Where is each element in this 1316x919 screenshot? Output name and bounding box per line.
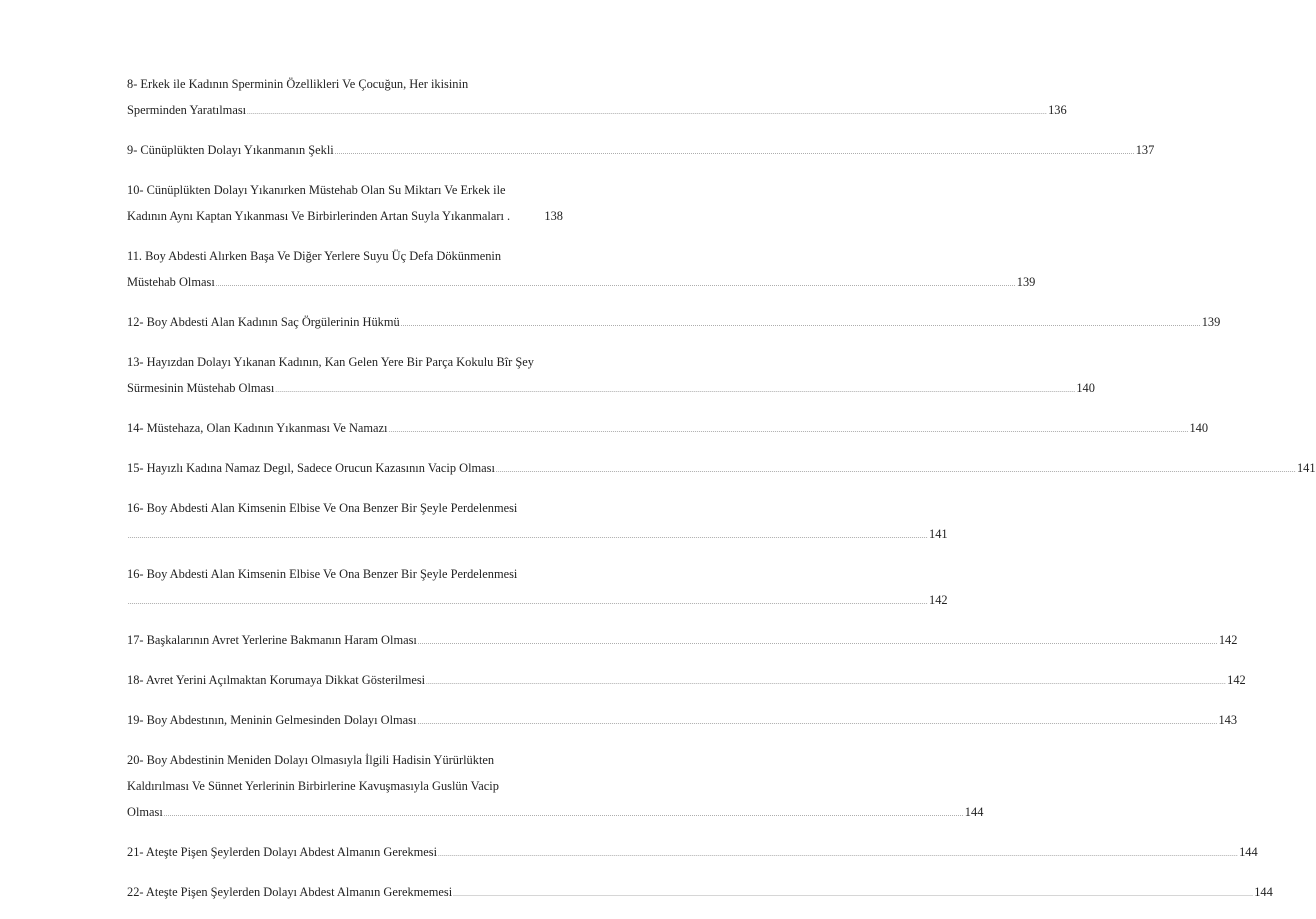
toc-entry-title-line: 8- Erkek ile Kadının Sperminin Özellikleri Ve Çocuğun, Her ikisinin <box>127 77 469 91</box>
toc-entry[interactable] <box>127 243 1036 295</box>
toc-entry[interactable] <box>127 177 563 229</box>
dot-leader: ................................................................................................................................................................................................................................................................................................................................................................................................................ <box>438 852 1239 858</box>
toc-entry-final-line <box>127 137 1155 163</box>
toc-entry-final-line <box>127 627 1238 653</box>
page-number: 136 <box>1048 103 1067 117</box>
dot-leader: ................................................................................................................................................................................................................................................................................................................................................................................................................ <box>275 388 1076 394</box>
toc-entry-final-line <box>127 799 984 825</box>
toc-entry[interactable] <box>127 349 1095 401</box>
dot-leader: ................................................................................................................................................................................................................................................................................................................................................................................................................ <box>128 534 928 540</box>
dot-leader: ................................................................................................................................................................................................................................................................................................................................................................................................................ <box>417 640 1218 646</box>
dot-leader: ................................................................................................................................................................................................................................................................................................................................................................................................................ <box>215 282 1016 288</box>
page-number: 141 <box>929 527 948 541</box>
toc-entry[interactable] <box>127 747 984 825</box>
toc-entry-title: 12- Boy Abdesti Alan Kadının Saç Örgülerinin Hükmü <box>127 315 400 329</box>
dot-leader: ................................................................................................................................................................................................................................................................................................................................................................................................................ <box>247 110 1048 116</box>
toc-entry-title: 22- Ateşte Pişen Şeylerden Dolayı Abdest Almanın Gerekmemesi <box>127 885 453 899</box>
toc-entry-final-line <box>127 309 1221 335</box>
page-number: 138 <box>544 209 563 223</box>
toc-entry[interactable] <box>127 455 1316 481</box>
page-number: 140 <box>1076 381 1095 395</box>
dot-leader: ................................................................................................................................................................................................................................................................................................................................................................................................................ <box>453 892 1254 898</box>
toc-entry[interactable] <box>127 71 1067 123</box>
toc-entry[interactable] <box>127 137 1155 163</box>
toc-entry-title: 21- Ateşte Pişen Şeylerden Dolayı Abdest Almanın Gerekmesi <box>127 845 438 859</box>
toc-entry-final-line <box>127 269 1036 295</box>
toc-entry-final-line <box>127 521 948 547</box>
toc-entry-title: Olması <box>127 805 163 819</box>
toc-entry-final-line <box>127 707 1238 733</box>
table-of-contents <box>127 71 1316 919</box>
dot-leader: ................................................................................................................................................................................................................................................................................................................................................................................................................ <box>388 428 1189 434</box>
toc-entry[interactable] <box>127 667 1246 693</box>
dot-leader: ................................................................................................................................................................................................................................................................................................................................................................................................................ <box>495 468 1296 474</box>
dot-leader: ................................................................................................................................................................................................................................................................................................................................................................................................................ <box>163 812 964 818</box>
toc-entry-title: 18- Avret Yerini Açılmaktan Korumaya Dikkat Gösterilmesi <box>127 673 426 687</box>
page-number: 139 <box>1016 275 1036 289</box>
page-number: 144 <box>1239 845 1258 859</box>
toc-entry-title: 19- Boy Abdestının, Meninin Gelmesinden Dolayı Olması <box>127 713 417 727</box>
page-number: 142 <box>1227 673 1246 687</box>
toc-entry[interactable] <box>127 495 948 547</box>
toc-entry[interactable] <box>127 561 948 613</box>
toc-entry-title: Kadının Aynı Kaptan Yıkanması Ve Birbirlerinden Artan Suyla Yıkanmaları . <box>127 209 511 223</box>
toc-entry[interactable] <box>127 879 1273 905</box>
toc-entry[interactable] <box>127 839 1258 865</box>
toc-entry-title-line: Kaldırılması Ve Sünnet Yerlerinin Birbirlerine Kavuşmasıyla Guslün Vacip <box>127 779 499 793</box>
toc-entry-title-line: 16- Boy Abdesti Alan Kimsenin Elbise Ve Ona Benzer Bir Şeyle Perdelenmesi <box>127 501 518 515</box>
toc-entry-final-line <box>127 455 1316 481</box>
toc-entry-title: 14- Müstehaza, Olan Kadının Yıkanması Ve Namazı <box>127 421 388 435</box>
toc-entry-final-line <box>127 415 1209 441</box>
toc-entry-title: Sürmesinin Müstehab Olması <box>127 381 275 395</box>
toc-entry-title: 9- Cünüplükten Dolayı Yıkanmanın Şekli <box>127 143 334 157</box>
page-number: 139 <box>1201 315 1221 329</box>
toc-entry[interactable] <box>127 707 1238 733</box>
dot-leader: ................................................................................................................................................................................................................................................................................................................................................................................................................ <box>128 600 928 606</box>
toc-entry-title: Müstehab Olması <box>127 275 215 289</box>
toc-entry-final-line <box>127 667 1246 693</box>
page-number: 141 <box>1296 461 1316 475</box>
toc-entry-final-line <box>127 203 563 229</box>
toc-entry-final-line <box>127 587 948 613</box>
toc-entry-title-line: 16- Boy Abdesti Alan Kimsenin Elbise Ve Ona Benzer Bir Şeyle Perdelenmesi <box>127 567 518 581</box>
page-number: 143 <box>1218 713 1238 727</box>
toc-entry-final-line <box>127 879 1273 905</box>
toc-entry-title-line: 11. Boy Abdesti Alırken Başa Ve Diğer Yerlere Suyu Üç Defa Dökünmenin <box>127 249 502 263</box>
toc-entry-title: 15- Hayızlı Kadına Namaz Degıl, Sadece Orucun Kazasının Vacip Olması <box>127 461 495 475</box>
toc-entry-title-line: 10- Cünüplükten Dolayı Yıkanırken Müstehab Olan Su Miktarı Ve Erkek ile <box>127 183 506 197</box>
toc-entry-title: Sperminden Yaratılması <box>127 103 247 117</box>
toc-entry-final-line <box>127 97 1067 123</box>
dot-leader: ................................................................................................................................................................................................................................................................................................................................................................................................................ <box>334 150 1135 156</box>
dot-leader: ................................................................................................................................................................................................................................................................................................................................................................................................................ <box>426 680 1227 686</box>
page-number: 142 <box>929 593 948 607</box>
page-number: 144 <box>1254 885 1273 899</box>
dot-leader: ................................................................................................................................................................................................................................................................................................................................................................................................................ <box>400 322 1201 328</box>
toc-entry-title-line: 20- Boy Abdestinin Meniden Dolayı Olmasıyla İlgili Hadisin Yürürlükten <box>127 753 495 767</box>
toc-entry-final-line <box>127 375 1095 401</box>
dot-leader: ................................................................................................................................................................................................................................................................................................................................................................................................................ <box>417 720 1218 726</box>
page-number: 144 <box>964 805 984 819</box>
toc-entry[interactable] <box>127 309 1221 335</box>
toc-entry[interactable] <box>127 627 1238 653</box>
page-number: 140 <box>1189 421 1209 435</box>
page-number: 142 <box>1218 633 1238 647</box>
page-number: 137 <box>1135 143 1155 157</box>
toc-entry-title: 17- Başkalarının Avret Yerlerine Bakmanın Haram Olması <box>127 633 417 647</box>
toc-entry-final-line <box>127 839 1258 865</box>
toc-entry[interactable] <box>127 415 1209 441</box>
toc-entry-title-line: 13- Hayızdan Dolayı Yıkanan Kadının, Kan Gelen Yere Bir Parça Kokulu Bîr Şey <box>127 355 534 369</box>
